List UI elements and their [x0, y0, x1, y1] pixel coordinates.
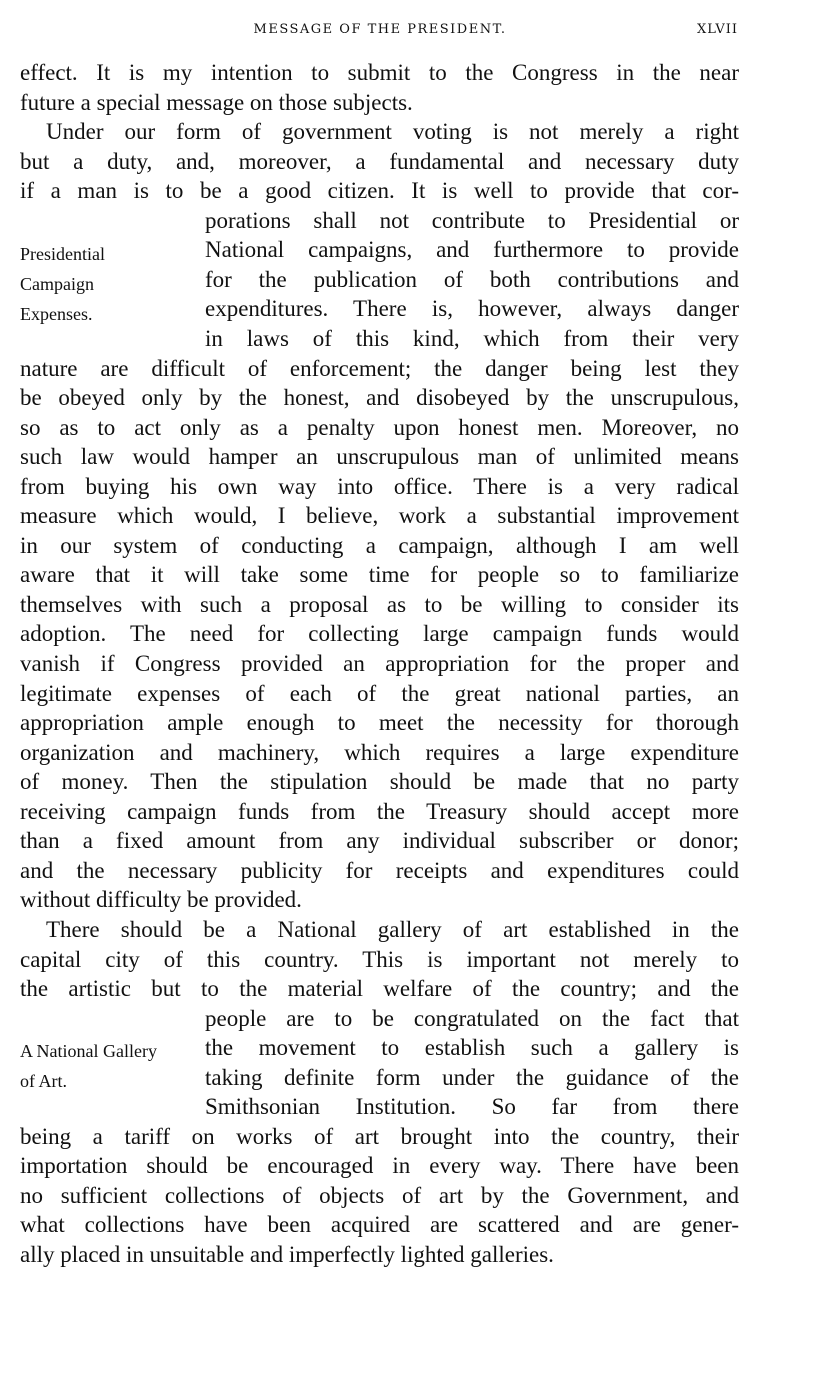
text-line: Smithsonian Institution. So far from there [205, 1094, 739, 1120]
margin-note-line: A National Gallery [20, 1041, 157, 1061]
text-line: There should be a National gallery of art established in the [46, 916, 739, 942]
margin-note-line: of Art. [20, 1071, 67, 1091]
text-line: in laws of this kind, which from their very [205, 325, 739, 351]
text-line: being a tariff on works of art brought into the country, their [20, 1123, 739, 1149]
margin-note-line: Campaign [20, 274, 94, 294]
text-line: taking definite form under the guidance of the [205, 1064, 739, 1090]
text-line: than a fixed amount from any individual subscriber or donor; [20, 828, 739, 854]
text-line: effect. It is my intention to submit to the Congress in the near [20, 60, 739, 85]
text-line: legitimate expenses of each of the great national parties, an [20, 680, 739, 706]
text-line: ally placed in unsuitable and imperfectly lighted galleries. [20, 1242, 554, 1267]
text-line: National campaigns, and furthermore to provide [205, 237, 739, 263]
text-line: for the publication of both contributions and [205, 266, 739, 292]
page-number: XLVII [696, 22, 738, 37]
text-line: but a duty, and, moreover, a fundamental and necessary duty [20, 148, 739, 174]
text-line: from buying his own way into office. There is a very radical [20, 473, 739, 499]
text-line: capital city of this country. This is important not merely to [20, 946, 739, 972]
text-line: no sufficient collections of objects of art by the Government, and [20, 1182, 739, 1208]
text-line: importation should be encouraged in every way. There have been [20, 1153, 739, 1179]
margin-note-line: Expenses. [20, 304, 93, 324]
text-line: if a man is to be a good citizen. It is well to provide that cor- [20, 178, 739, 204]
text-line: and the necessary publicity for receipts and expenditures could [20, 857, 739, 883]
text-line: nature are difficult of enforcement; the danger being lest they [20, 355, 739, 381]
text-line: the movement to establish such a gallery is [205, 1035, 739, 1061]
text-line: themselves with such a proposal as to be willing to consider its [20, 591, 739, 617]
text-line: future a special message on those subjects. [20, 89, 413, 115]
text-line: what collections have been acquired are scattered and are gener- [20, 1212, 739, 1238]
text-line: receiving campaign funds from the Treasury should accept more [20, 798, 739, 824]
text-line: people are to be congratulated on the fact that [205, 1005, 739, 1031]
text-line: without difficulty be provided. [20, 887, 302, 913]
text-line: adoption. The need for collecting large campaign funds would [20, 621, 739, 647]
text-line: Under our form of government voting is not merely a right [46, 119, 739, 145]
text-line: such law would hamper an unscrupulous man of unlimited means [20, 444, 739, 470]
text-line: be obeyed only by the honest, and disobeyed by the unscrupulous, [20, 385, 739, 411]
text-line: appropriation ample enough to meet the necessity for thorough [20, 710, 739, 736]
margin-note-line: Presidential [20, 244, 105, 264]
text-line: so as to act only as a penalty upon honest men. Moreover, no [20, 414, 739, 440]
text-line: the artistic but to the material welfare of the country; and the [20, 976, 739, 1002]
text-line: aware that it will take some time for people so to familiarize [20, 562, 739, 588]
running-header-title: MESSAGE OF THE PRESIDENT. [253, 22, 507, 37]
text-line: expenditures. There is, however, always danger [205, 296, 739, 322]
text-line: porations shall not contribute to Presidential or [205, 207, 739, 233]
text-line: of money. Then the stipulation should be made that no party [20, 769, 739, 795]
text-line: vanish if Congress provided an appropriation for the proper and [20, 651, 739, 676]
text-line: in our system of conducting a campaign, although I am well [20, 532, 739, 558]
text-line: organization and machinery, which requires a large expenditure [20, 739, 739, 765]
text-line: measure which would, I believe, work a substantial improvement [20, 503, 739, 529]
